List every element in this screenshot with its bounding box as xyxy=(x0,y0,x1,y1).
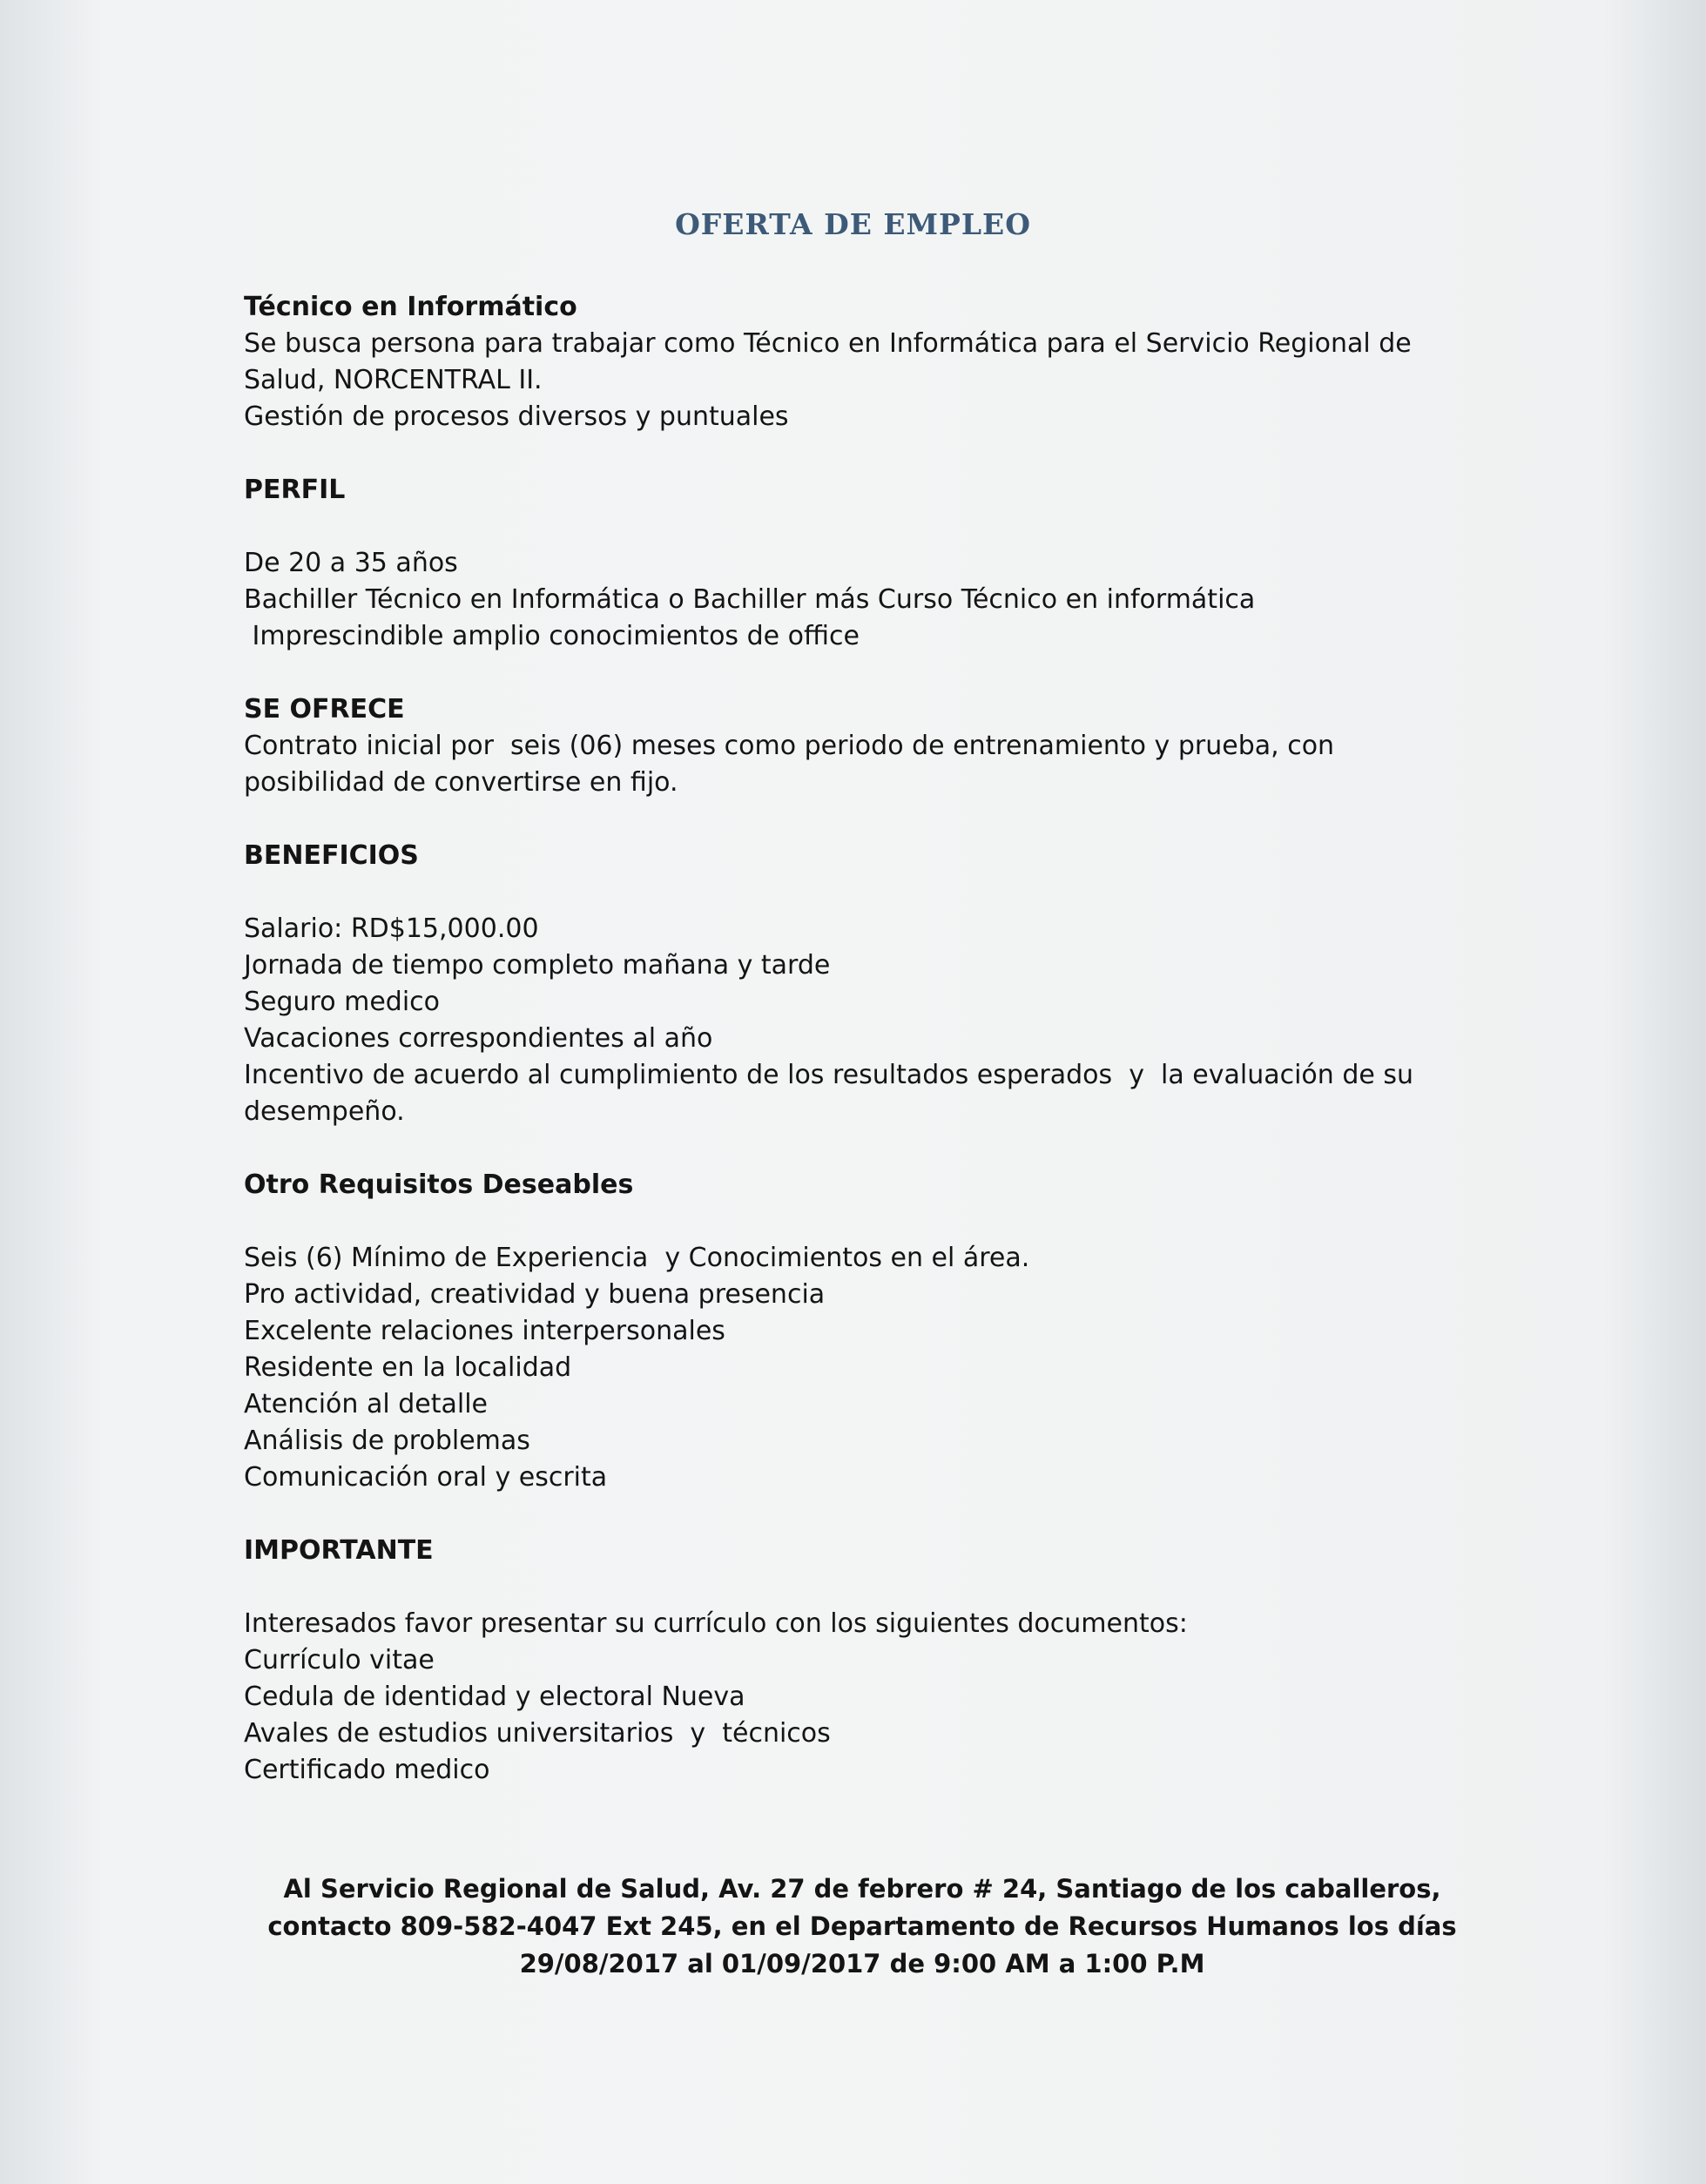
otros-line: Comunicación oral y escrita xyxy=(244,1462,608,1493)
beneficios-line: Vacaciones correspondientes al año xyxy=(244,1023,713,1054)
contact-footer: Al Servicio Regional de Salud, Av. 27 de febrero # 24, Santiago de los caballeros, contacto 809-582-4047 Ext 245, en el Departamento de Recursos Humanos los días 29/08/2017 al 01/09/2017 de 9:00 AM a 1:00 P.M xyxy=(267,1874,1457,1978)
section-perfil xyxy=(244,472,1480,655)
section-heading-perfil: PERFIL xyxy=(244,475,346,505)
section-importante xyxy=(244,1533,1480,1789)
document-title: OFERTA DE EMPLEO xyxy=(675,207,1031,241)
se-ofrece-line: Contrato inicial por seis (06) meses como periodo de entrenamiento y prueba, con posibilidad de convertirse en fijo. xyxy=(244,731,1343,798)
perfil-line: De 20 a 35 años xyxy=(244,548,458,578)
section-heading-se-ofrece: SE OFRECE xyxy=(244,694,405,725)
job-line: Se busca persona para trabajar como Técnico en Informática para el Servicio Regional de Salud, NORCENTRAL II. xyxy=(244,328,1420,395)
section-heading-job: Técnico en Informático xyxy=(244,292,577,322)
importante-line: Avales de estudios universitarios y técnicos xyxy=(244,1718,831,1749)
section-job xyxy=(244,289,1480,435)
section-heading-beneficios: BENEFICIOS xyxy=(244,840,419,871)
job-line: Gestión de procesos diversos y puntuales xyxy=(244,401,789,432)
section-otros-requisitos xyxy=(244,1167,1480,1496)
section-heading-importante: IMPORTANTE xyxy=(244,1535,434,1566)
otros-line: Excelente relaciones interpersonales xyxy=(244,1316,725,1346)
perfil-line: Bachiller Técnico en Informática o Bachiller más Curso Técnico en informática xyxy=(244,584,1256,615)
section-heading-otros-requisitos: Otro Requisitos Deseables xyxy=(244,1170,634,1200)
importante-line: Interesados favor presentar su currículo con los siguientes documentos: xyxy=(244,1608,1188,1639)
otros-line: Pro actividad, creatividad y buena presencia xyxy=(244,1279,826,1310)
beneficios-line: Incentivo de acuerdo al cumplimiento de los resultados esperados y la evaluación de su desempeño. xyxy=(244,1060,1422,1127)
beneficios-line: Salario: RD$15,000.00 xyxy=(244,913,539,944)
beneficios-line: Seguro medico xyxy=(244,987,441,1017)
otros-line: Residente en la localidad xyxy=(244,1352,572,1383)
perfil-line: Imprescindible amplio conocimientos de office xyxy=(244,621,860,651)
otros-line: Análisis de problemas xyxy=(244,1426,530,1456)
otros-line: Atención al detalle xyxy=(244,1389,488,1419)
beneficios-line: Jornada de tiempo completo mañana y tarde xyxy=(244,950,831,981)
otros-line: Seis (6) Mínimo de Experiencia y Conocimientos en el área. xyxy=(244,1243,1030,1273)
section-beneficios xyxy=(244,838,1480,1130)
importante-line: Currículo vitae xyxy=(244,1645,435,1675)
importante-line: Cedula de identidad y electoral Nueva xyxy=(244,1682,745,1712)
document-body xyxy=(244,289,1480,1789)
section-se-ofrece xyxy=(244,691,1480,801)
importante-line: Certificado medico xyxy=(244,1755,490,1785)
